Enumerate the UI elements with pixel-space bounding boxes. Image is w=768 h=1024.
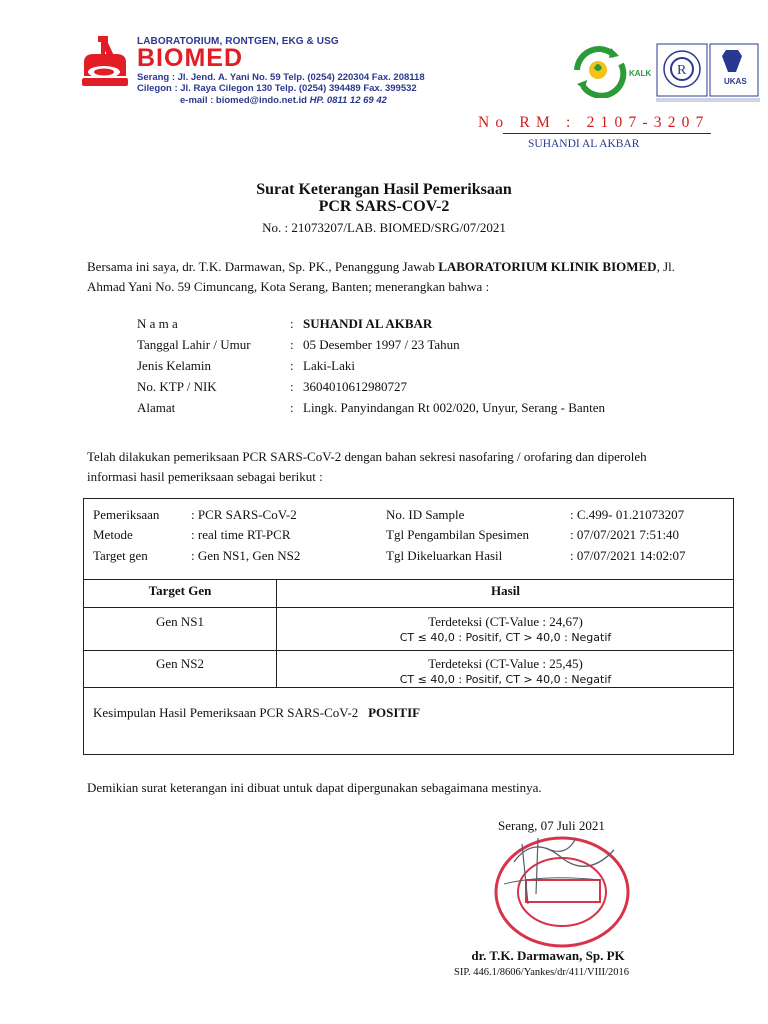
field-value: 3604010612980727: [303, 379, 407, 394]
field-colon: :: [290, 358, 294, 373]
field-label: Alamat: [137, 400, 176, 415]
table-divider: [84, 687, 733, 688]
exam-value: : real time RT-PCR: [191, 527, 291, 542]
header-target-gen: Target Gen: [148, 583, 212, 598]
lab-name-bold: LABORATORIUM KLINIK BIOMED: [438, 259, 657, 274]
lab-services-line: LABORATORIUM, RONTGEN, EKG & USG: [137, 36, 339, 47]
result-ns1: Terdeteksi (CT-Value : 24,67): [428, 614, 583, 629]
exam-value: : 07/07/2021 14:02:07: [570, 548, 686, 563]
field-value: 05 Desember 1997 / 23 Tahun: [303, 337, 460, 352]
signer-name: dr. T.K. Darmawan, Sp. PK: [471, 948, 625, 963]
document-subtitle: PCR SARS-COV-2: [318, 198, 450, 215]
exam-label: Metode: [93, 527, 133, 542]
criteria-ns2: CT ≤ 40,0 : Positif, CT > 40,0 : Negatif: [399, 673, 612, 686]
email-text: e-mail : biomed@indo.net.id: [180, 95, 307, 106]
result-box: [83, 498, 734, 755]
exam-value: : 07/07/2021 7:51:40: [570, 527, 680, 542]
rm-patient-name: SUHANDI AL AKBAR: [528, 138, 640, 150]
field-value: Laki-Laki: [303, 358, 355, 373]
document-title: Surat Keterangan Hasil Pemeriksaan: [256, 181, 512, 198]
ukas-text: UKAS: [724, 77, 747, 86]
exam-label: Tgl Pengambilan Spesimen: [386, 527, 529, 542]
conclusion-value: POSITIF: [368, 705, 421, 720]
kan-ukas-certification-logo-icon: [656, 40, 760, 106]
kalk-accreditation-logo-icon: [567, 42, 651, 98]
exam-label: Target gen: [93, 548, 148, 563]
closing-paragraph: Demikian surat keterangan ini dibuat untuk dapat dipergunakan sebagaimana mestinya.: [87, 780, 542, 795]
conclusion-line: [93, 705, 420, 721]
medical-record-number: No RM : 2107-3207: [478, 114, 710, 131]
field-label: No. KTP / NIK: [137, 379, 217, 394]
document-number: No. : 21073207/LAB. BIOMED/SRG/07/2021: [262, 220, 506, 235]
field-colon: :: [290, 379, 294, 394]
intro-text-2: , Jl. Ahmad Yani No. 59 Cimuncang, Kota Serang, Banten; menerangkan bahwa :: [87, 259, 675, 294]
table-divider: [84, 650, 733, 651]
field-colon: :: [290, 316, 294, 331]
conclusion-label: Kesimpulan Hasil Pemeriksaan PCR SARS-CoV-2: [93, 705, 359, 720]
brand-name: BIOMED: [137, 44, 243, 72]
exam-label: Tgl Dikeluarkan Hasil: [386, 548, 503, 563]
rm-divider: [503, 133, 711, 134]
biomed-logo-icon: [78, 32, 130, 90]
statement-paragraph: Telah dilakukan pemeriksaan PCR SARS-CoV-2 dengan bahan sekresi nasofaring / orofaring dan diperoleh informasi hasil pemeriksaan sebagai berikut :: [87, 449, 647, 484]
address-serang: Serang : Jl. Jend. A. Yani No. 59 Telp. (0254) 220304 Fax. 208118: [137, 72, 425, 83]
kalk-text: KALK: [629, 69, 651, 78]
field-colon: :: [290, 400, 294, 415]
patient-name-value: SUHANDI AL AKBAR: [303, 316, 433, 331]
header-result: Hasil: [491, 583, 520, 598]
exam-value: : PCR SARS-CoV-2: [191, 507, 297, 522]
gene-ns2: Gen NS2: [155, 656, 205, 671]
field-value: Lingk. Panyindangan Rt 002/020, Unyur, Serang - Banten: [303, 400, 606, 415]
field-label: Tanggal Lahir / Umur: [137, 337, 251, 352]
svg-text:R: R: [677, 63, 687, 78]
gene-ns1: Gen NS1: [155, 614, 205, 629]
result-ns2: Terdeteksi (CT-Value : 25,45): [428, 656, 583, 671]
exam-label: No. ID Sample: [386, 507, 465, 522]
intro-paragraph: [87, 257, 697, 297]
table-divider: [84, 579, 733, 580]
exam-value: : C.499- 01.21073207: [570, 507, 685, 522]
place-date: Serang, 07 Juli 2021: [498, 818, 605, 833]
lab-stamp-icon: [474, 832, 654, 950]
intro-text-1: Bersama ini saya, dr. T.K. Darmawan, Sp. PK., Penanggung Jawab: [87, 259, 439, 274]
hp-text: HP. 0811 12 69 42: [309, 95, 387, 106]
field-colon: :: [290, 337, 294, 352]
field-label: N a m a: [137, 316, 178, 331]
exam-label: Pemeriksaan: [93, 507, 160, 522]
address-cilegon: Cilegon : Jl. Raya Cilegon 130 Telp. (0254) 394489 Fax. 399532: [137, 83, 417, 94]
field-label: Jenis Kelamin: [137, 358, 212, 373]
table-divider: [84, 607, 733, 608]
contact-line: [180, 95, 387, 106]
signer-license: SIP. 446.1/8606/Yankes/dr/411/VIII/2016: [454, 967, 630, 978]
criteria-ns1: CT ≤ 40,0 : Positif, CT > 40,0 : Negatif: [399, 631, 612, 644]
exam-value: : Gen NS1, Gen NS2: [191, 548, 301, 563]
